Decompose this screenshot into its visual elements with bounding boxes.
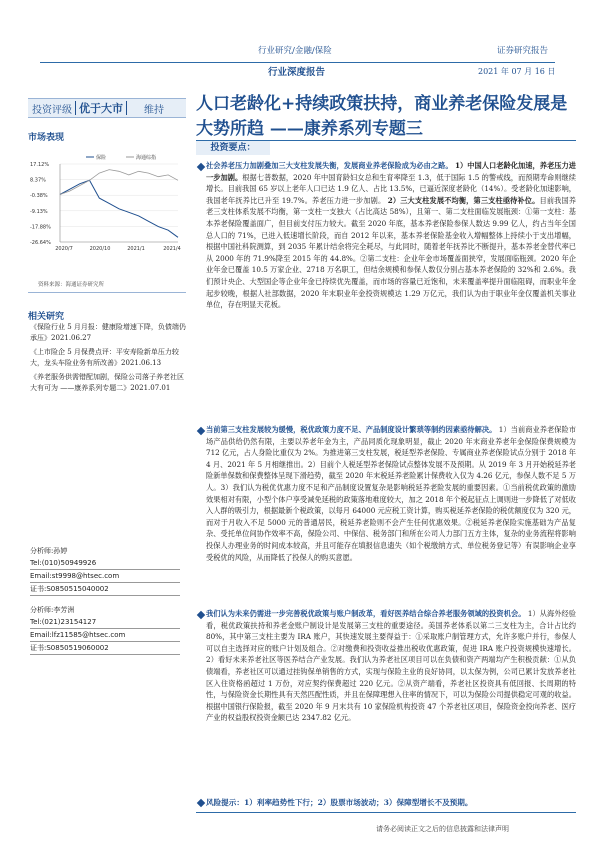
legend-label: 保险 bbox=[96, 155, 107, 161]
rating-value: 优于大市 bbox=[79, 102, 123, 115]
market-chart bbox=[28, 150, 186, 270]
analyst-block bbox=[30, 545, 180, 596]
analyst-tel: Tel:(010)50949926 bbox=[30, 557, 180, 570]
related-list bbox=[30, 322, 186, 394]
keypoint-lead: 社会养老压力加剧叠加三大支柱发展失衡，发展商业养老保险成为必由之路。 bbox=[206, 161, 453, 170]
bullet-icon bbox=[197, 163, 205, 171]
x-tick-label: 2021/4 bbox=[163, 246, 181, 252]
keypoint-body: 1）当前商业养老保险市场产品供给仍然有限，主要以养老年金为主，产品同质化现象明显，截止 2020 年末商业养老年金保险保费规模为 712 亿元，占人身险比重仅为 2%。为推进第三支柱发展，税延型养老保险、专属商业养老保险试点分别于 2018 年 4 月、2021 年 5 月相继推出。2）目前个人税延型养老保险试点整体发展不及预期。从 2019 年 3 月开始税延养老险新单保数和保费整体呈现下滑趋势，截至 2020 年末税延养老险累计保费收入仅为 4.26 亿元，参保人数不足 5 万人。3）我们认为税优优惠力度不足和产品制度设置复杂是影响税延养老险发展的重要因素。①当前税优政策的激励效果相对有限，小型个体户享受减免延税的政策落地难度较大，加之 2018 年个税起征点上调则进一步降低了对低收入人群的吸引力，根据最新个税政策，以每月 64000 元应税工资计算，购买税延养老保险的税优额度仅为 320 元，而对于月收入不足 5000 元的普通居民，税延养老险则不会产生任何优惠效果。②税延养老保险实施基础为产品复杂、受托单位间协作效率不高，保险公司、中保信、税务部门和所在公司人力部门五方主体，复杂的业务流程将影响投保人办理业务的时间成本较高，并且可能存在填报信息遗失（如个税缴纳方式、单位税务登记等）有误影响企业享受税优的风险，从而降低了投保人的购买意愿。 bbox=[206, 425, 576, 562]
risk-divider bbox=[196, 812, 576, 813]
footer-disclaimer: 请务必阅读正文之后的信息披露和法律声明 bbox=[376, 825, 509, 833]
analyst-block bbox=[30, 604, 180, 655]
analyst-cert: 证书:S0850519060002 bbox=[30, 642, 180, 655]
related-heading: 相关研究 bbox=[28, 312, 65, 322]
analyst-tel: Tel:(021)23154127 bbox=[30, 616, 180, 629]
x-tick-label: 2021/1 bbox=[127, 246, 145, 252]
related-item[interactable]: 《上市险企 5 月保费点评：平安寿险新单压力较大，龙头车险业务有所改善》2021.06.13 bbox=[30, 347, 179, 368]
y-tick-label: -0.38% bbox=[30, 193, 48, 200]
bullet-icon bbox=[197, 427, 205, 435]
report-category: 行业研究/金融/保险 bbox=[258, 46, 332, 56]
page-title: 人口老龄化+持续政策扶持，商业养老保险发展是大势所趋 ——康养系列专题三 bbox=[196, 94, 568, 139]
rating-separator bbox=[75, 101, 76, 115]
y-tick-label: -26.64% bbox=[30, 240, 51, 246]
x-tick-label: 2020/7 bbox=[55, 246, 73, 252]
bullet-icon bbox=[197, 799, 205, 807]
report-date: 2021 年 07 月 16 日 bbox=[478, 67, 556, 76]
header-divider bbox=[40, 62, 555, 63]
rating-action: 维持 bbox=[144, 104, 164, 116]
bullet-icon bbox=[197, 611, 205, 619]
keypoint-body: 1）从海外经验看，税优政策扶持和养老金账户制设计是发展第三支柱的重要途径。美国养老体系以第二三支柱为主，合计占比约 80%，其中第三支柱主要为 IRA 账户，其快速发展主要得益于：①采取账户制管理方式，允许多账户并行，参保人可以自主选择对应的账户计划及组合。②对缴费和投资收益推出税收优惠政策，促进 IRA 账户投资规模快速增长。2）看好未来养老社区等医养结合产业发展。我们认为养老社区项目可以在负债和资产两端均产生积极贡献：①从负债端看，养老社区可以通过挂钩保单销售的方式，实现与保险主业的良好协同，以太保为例，公司已累计发放养老社区入住资格函超过 1 万份，对应契约保费超过 220 亿元。②从资产端看，养老社区投资具有低回报、长周期的特性，与保险资金长期性具有天然匹配性质，并且在保障理想入住率的情况下，可以为保险公司提供稳定可观的收益。根据中国银行保险报，截至 2020 年 9 月末共有 10 家保险机构投资 47 个养老社区项目，保险资金投向养老、医疗产业的权益股权投资金额已达 2347.82 亿元。 bbox=[206, 609, 576, 723]
x-tick-label: 2020/10 bbox=[89, 246, 111, 252]
keypoints-tab: 投资要点： bbox=[196, 141, 270, 155]
keypoint-sub: 2）三大支柱发展不均衡，第三支柱亟待补位。 bbox=[387, 195, 540, 205]
related-item[interactable]: 《养老服务供需错配加剧，保险公司落子养老社区大有可为 ——康养系列专题二》2021.07.01 bbox=[30, 372, 184, 393]
keypoint-sub: 1）中国人口老龄化加速，养老压力进一步加剧。 bbox=[206, 161, 576, 182]
keypoint-lead: 我们认为未来仍需进一步完善税优政策与账户制改革，看好医养结合综合养老服务领域的投资机会。 bbox=[206, 609, 526, 618]
risk-warning: 风险提示：1）利率趋势性下行；2）股票市场波动；3）保障型增长不及预期。 bbox=[206, 798, 473, 807]
keypoint-2 bbox=[206, 424, 576, 563]
report-right-label: 证券研究报告 bbox=[497, 46, 549, 56]
related-item[interactable]: 《保险行业 5 月月报：健康险增速下降，负债端仍承压》2021.06.27 bbox=[30, 323, 186, 343]
analyst-cert: 证书:S0850515040002 bbox=[30, 583, 180, 596]
keypoint-body: 目前我国养老三支柱体系发展不均衡，第一支柱一支独大（占比高达 58%），且第一、第二支柱面临发展瓶颈：①第一支柱：基本养老保险覆盖面广，但目前支付压力较大。截至 2020 年底，基本养老保险参保人数达 9.99 亿人，约占当年全国总人口的 71%，已进入低速增长阶段，而自 2012 年以来，基本养老保险基金收入增幅整体上持续小于支出增幅，根据中国社科院测算，到 2035 年累计结余将完全耗尽，与此同时，随着老年抚养比不断提升，基本养老金替代率已从 2000 年的 71.9%降至 2015 年的 44.8%。②第二支柱：企业年金市场覆盖面狭窄，发展面临瓶颈。2020 年企业年金已覆盖 10.5 万家企业、2718 万名职工，但结余规模和参保人数仅分别占基本养老保险的 32%和 2.6%。我们预计央企、大型国企等企业年金已持续优先覆盖，而市场的容量已近饱和，未来覆盖率提升面临阻碍，而职业年金起步较晚，根据人社部数据，2020 年末职业年金投资规模达 1.29 万亿元，我们认为由于职业年金仅覆盖机关事业单位，存在明显天花板。 bbox=[206, 195, 576, 310]
keypoint-1 bbox=[206, 160, 576, 311]
rating-label: 投资评级 bbox=[32, 104, 72, 116]
market-heading: 市场表现 bbox=[28, 133, 65, 143]
series-line bbox=[60, 180, 178, 237]
chart-source: 资料来源：海通证券研究所 bbox=[38, 282, 105, 288]
market-chart-svg bbox=[28, 150, 186, 270]
keypoint-3 bbox=[206, 608, 576, 724]
legend-label: 海通综指 bbox=[136, 155, 157, 161]
keypoint-body: 根据七普数据，2020 年中国育龄妇女总和生育率降至 1.3，低于国际 1.5 的警戒线，而预期寿命则继续增长。目前我国 65 岁以上老年人口已达 1.9 亿人、占比 13.5%，已逼近深度老龄化（14%）。受老龄化加速影响，我国老年抚养比已升至 19.7%。养老压力进一步加剧。 bbox=[206, 172, 576, 205]
analyst-email[interactable]: Email:lfz11585@htsec.com bbox=[30, 629, 180, 642]
y-tick-label: 8.37% bbox=[30, 177, 46, 184]
y-tick-label: -17.88% bbox=[30, 224, 51, 231]
rating-box bbox=[28, 98, 186, 118]
side-divider bbox=[28, 292, 186, 293]
keypoint-lead: 当前第三支柱发展较为缓慢，税优政策力度不足、产品制度设计繁琐等制约因素亟待解决。 bbox=[206, 425, 497, 434]
analyst-name: 分析师:李芳洲 bbox=[30, 606, 75, 614]
y-tick-label: 17.12% bbox=[30, 162, 50, 168]
report-type: 行业深度报告 bbox=[268, 67, 326, 78]
analyst-email[interactable]: Email:st9998@htsec.com bbox=[30, 570, 180, 583]
analyst-name: 分析师:孙婷 bbox=[30, 547, 68, 555]
rating-separator-2 bbox=[126, 101, 127, 115]
y-tick-label: -9.13% bbox=[30, 208, 48, 215]
series-line bbox=[60, 170, 178, 195]
